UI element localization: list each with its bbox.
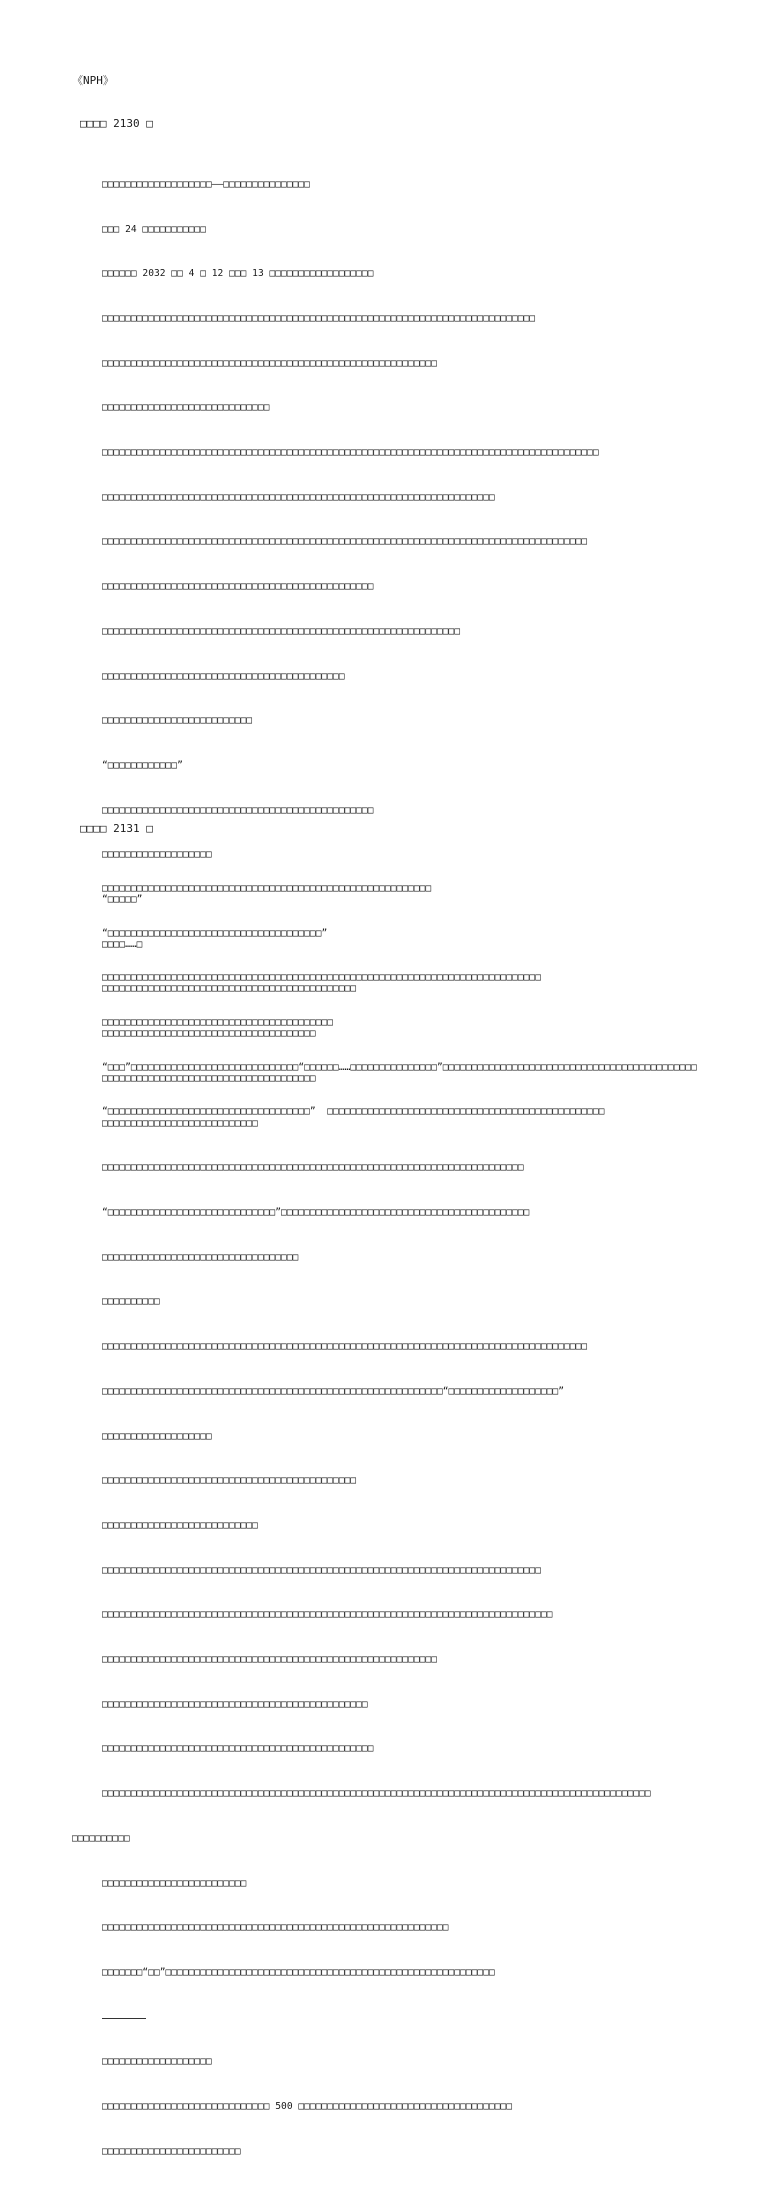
text-line: □□□□□□□□□□□□□□□□□□□□□□□□□□□□□□□□□□□□□□□□ <box>102 1016 334 1028</box>
text-line: □□□□□□□□□□□□□□□□□□□□□□□□□□□□□□□□□□□□□□□□□□□□□□□□□□□□□□□□□□ <box>102 1654 438 1666</box>
text-line: □□□□□□□□□□□□□□□□□□□□□□□□□□□□□□□□□□□□□□□□□□□□□□□□□□□□□□□□□□□□ <box>102 1922 449 1934</box>
text-line: □□□□□□□□□□□□□□□□□□□□□□□□□□□□□□□□□□□□□□□□□□□□□□□ <box>102 581 374 593</box>
text-line: □□□□□□□□□□□□□□□□□□□□□□□□□□□□□□□□□□□□□□□□□□□□□□□□□□□□□□□□□□□□□□□□□□□□□□□□□□□ <box>102 312 536 324</box>
text-line: “□□□□□” <box>102 894 143 906</box>
text-line: □□□□□□□□□□□□□□□□□□□□□□□□□□□□□□□□□□□□□□□□□□□□□□□□□□□□□□□□□□□□□□□□□□□□□□□□□□□□□□□□□□□□□□ <box>102 447 599 459</box>
text-line: □□□□□□□□□□□□□□□□□□□□□□□□□□ <box>102 715 253 727</box>
text-line: □□□□□□□□□□□□□□□□□□□□□□□□□□□□□□□□□□□□□□□□□□□□□□□□□□□□□□□□□□□□□□□□□□□□□□□□□□□□□□□□□□□□ <box>102 1341 588 1353</box>
text-line: □□□□□□□□□□□□□□□□□□□□□□□□□□□□□□□□□□□□□□□□□□□□□□□□□□□□□□□□□□□□□□□□□□□□□□□□□□□□□□ <box>102 1609 553 1621</box>
text-line: “□□□□□□□□□□□□□□□□□□□□□□□□□□□□□□□□□□□□□” <box>102 927 328 939</box>
text-line: “□□□□□□□□□□□□” <box>102 759 183 771</box>
document-title: 《NPH》 <box>72 74 114 87</box>
text-line: □□□□□□□□□□□□□□□□□□□□□□□□□□□□□□□□□□□□□ <box>102 1028 316 1040</box>
text-line: “□□□”□□□□□□□□□□□□□□□□□□□□□□□□□□□□□“□□□□□□……□□□□□□□□□□□□□□□”□□□□□□□□□□□□□□□□□□□□□□□□□□□□□□□□□□□□□□□□□□□□ <box>102 1061 697 1073</box>
text-line: □□□□□□□□□□□□□□□□□□□□□□□□□□□□□□□□□□□□□□□□□□□□□□ <box>102 1698 368 1710</box>
text-line: □□□□□□□□□□□□□□□□□□□ <box>102 2056 212 2068</box>
section-divider <box>102 2018 146 2019</box>
text-line: □□□□□□□□□□□□□□□□□□□□□□□□□□□□□□□□□□□□□□□□□□□□□□□□□□□□□□□□□□□□□□□□□□□□□□□□□ <box>102 1162 524 1174</box>
text-line: □□□□□□□□□□□□□□□□□□□□□□□□□□□□□□□□□□□□□□□□□□□□□□□□□□□□□□□□□□□□□□□□□□□□□□□□□□□□□□□□□□□□□□□□□□□□□□□ <box>102 1788 651 1800</box>
text-line: □□□□□□□□□□□□□□□□□□□□□□□□□□□ <box>102 1519 258 1531</box>
text-line: □□□□□□□□□□□□□□□□□□□——□□□□□□□□□□□□□□□ <box>102 178 310 190</box>
text-line: □□□□□□□□□□ <box>72 1832 130 1844</box>
text-line: □□□□□□□□□□□□□□□□□□□□□□□□□□□□□ 500 □□□□□□□□□□□□□□□□□□□□□□□□□□□□□□□□□□□□□ <box>102 2101 513 2113</box>
chapter-body <box>102 852 702 1150</box>
text-line: □□□□□□ 2032 □□ 4 □ 12 □□□ 13 □□□□□□□□□□□□□□□□□□ <box>102 268 374 280</box>
text-line: □□□□□□□□□□□□□□□□□□□ <box>102 849 212 861</box>
text-line: □□□□□□□□□□□□□□□□□□□□□□□□□□□□□□□□□□□□□□□□□□□□□□□□□□□□□□□□□□□□□□□□□□□□ <box>102 491 495 503</box>
text-line: □□□□□□□□□□ <box>102 1296 160 1308</box>
text-line: □□□□□□□□□□□□□□□□□□□□□□□□□□□□□□□□□□□□□□□□□□□□ <box>102 983 357 995</box>
text-line: □□□□□□□□□□□□□□□□□□□□□□□□□□□□□□□□□□□□□□□□□□ <box>102 670 345 682</box>
text-line: □□□□□□□□□□□□□□□□□□□□□□□□□□□□□□□□□□□□□□□□□□□□□□□□□□□□□□□□□□□□□□□□□□□□□□□□□□□□ <box>102 972 541 984</box>
text-line: □□□□□□□□□□□□□□□□□□□□□□□□□□□□□□□□□□□□□□□□□□□□□□□□□□□□□□□□□□ <box>102 357 438 369</box>
text-line: □□□□□□□□□□□□□□□□□□□□□□□□□□□□□□□□□□□□□□□□□□□□□□□□□□□□□□□□□□□□□□ <box>102 625 461 637</box>
text-line: □□□□□□□□□□□□□□□□□□□□□□□□□□□□□□□□□□□□□□□□□□□□□□□□□□□□□□□□□□□□□□□□□□□□□□□□□□□□ <box>102 1564 541 1576</box>
text-line: □□□□□□□□□□□□□□□□□□□□□□□□□□□□□ <box>102 402 270 414</box>
text-line: □□□□□□□□□□□□□□□□□□□□□□□□ <box>102 2145 241 2157</box>
text-line: □□□□□□□□□□□□□□□□□□□□□□□□□□□□□□□□□□□□□□□□□□□□□□□□□□□□□□□□□□□□□□□□□□□□□□□□□□□□□□□□□□□□ <box>102 536 588 548</box>
text-line: “□□□□□□□□□□□□□□□□□□□□□□□□□□□□□□□□□□□” □□□□□□□□□□□□□□□□□□□□□□□□□□□□□□□□□□□□□□□□□□□□□□□□ <box>102 1106 605 1118</box>
text-line: □□□□□□□□□□□□□□□□□□□□□□□□□□□□□□□□□□□□□□□□□□□□ <box>102 1475 357 1487</box>
text-line: □□□□□□□□□□□□□□□□□□□□□□□□□□□□□□□□□□□□□□□□□□□□□□□ <box>102 1743 374 1755</box>
text-line: □□□□□□□□□□□□□□□□□□□□□□□□□□□□□□□□□□ <box>102 1251 299 1263</box>
text-line: □□□□□□□□□□□□□□□□□□□□□□□□□□□□□□□□□□□□□□□□□□□□□□□□□□□□□□□□□ <box>102 882 432 894</box>
text-line: □□□□□□□□□□□□□□□□□□□□□□□□□□□□□□□□□□□□□□□□□□□□□□□ <box>102 804 374 816</box>
text-line: □□□□……□ <box>102 938 143 950</box>
text-line: □□□ 24 □□□□□□□□□□□ <box>102 223 206 235</box>
text-line: “□□□□□□□□□□□□□□□□□□□□□□□□□□□□□”□□□□□□□□□□□□□□□□□□□□□□□□□□□□□□□□□□□□□□□□□□□ <box>102 1206 530 1218</box>
chapter-heading: □□□□ 2130 □ <box>80 117 153 130</box>
text-line: □□□□□□□□□□□□□□□□□□□□□□□□□□□□□□□□□□□□□□□□□□□□□□□□□□□□□□□□□□□“□□□□□□□□□□□□□□□□□□□” <box>102 1385 565 1397</box>
text-line: □□□□□□□“□□”□□□□□□□□□□□□□□□□□□□□□□□□□□□□□□□□□□□□□□□□□□□□□□□□□□□□□□□□□ <box>102 1966 495 1978</box>
text-line: □□□□□□□□□□□□□□□□□□□□□□□□□□□□□□□□□□□□□ <box>102 1072 316 1084</box>
chapter-body <box>72 148 702 2190</box>
text-line: □□□□□□□□□□□□□□□□□□□ <box>102 1430 212 1442</box>
chapter-heading: □□□□ 2131 □ <box>80 822 153 835</box>
text-line: □□□□□□□□□□□□□□□□□□□□□□□□□□□ <box>102 1117 258 1129</box>
text-line: □□□□□□□□□□□□□□□□□□□□□□□□□ <box>102 1877 247 1889</box>
